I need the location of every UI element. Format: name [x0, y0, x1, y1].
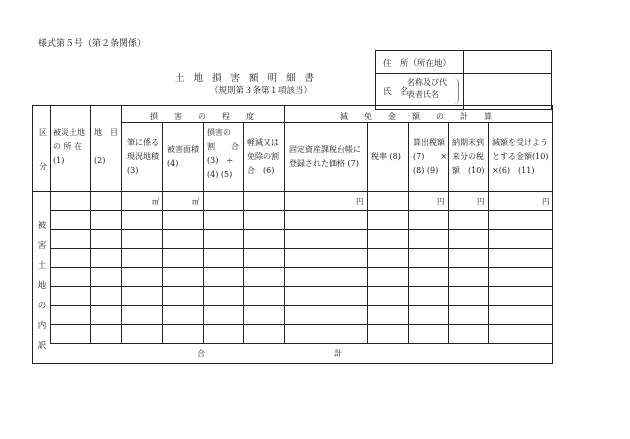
subcol-line-2 — [243, 122, 244, 343]
unit-sqm-4: ㎡ — [192, 197, 200, 206]
row-line-2 — [50, 248, 552, 249]
header-col3: 筆に係る 現況地積 (3) — [127, 138, 159, 175]
name-note — [407, 77, 447, 101]
header-col9: 算出税額 (7) × (8) (9) — [413, 138, 448, 175]
header-col10: 納期未到 来分の税 額 (10) — [452, 138, 485, 175]
subcol-line-4 — [367, 122, 368, 343]
col-line-1 — [90, 105, 91, 343]
subcol-line-5 — [408, 122, 409, 343]
row-line-5 — [50, 305, 552, 306]
header-col8: 税率 (8) — [371, 152, 401, 161]
header-col11: 減額を受けよう とする金額(10) ×(6) (11) — [492, 138, 549, 175]
col-line-2 — [121, 105, 122, 343]
header-col6: 軽減又は 免除の割 合 (6) — [247, 138, 279, 175]
total-label-1: 合 — [197, 349, 205, 358]
row-line-6 — [50, 324, 552, 325]
address-box — [375, 50, 552, 110]
unit-yen-10: 円 — [477, 197, 485, 206]
name-label: 氏 名 — [383, 87, 409, 97]
subcol-line-7 — [488, 122, 489, 343]
row-line-4 — [50, 286, 552, 287]
header-col7: 固定資産課税台帳に 登録された価格 (7) — [289, 145, 361, 168]
subcol-line-6 — [448, 122, 449, 343]
address-label: 住 所（所在地） — [383, 59, 452, 69]
unit-yen-11: 円 — [542, 197, 550, 206]
header-col1: 被災土地 の 所 在 (1) — [53, 128, 85, 165]
subcol-line-3 — [284, 122, 285, 343]
name-note-line2: 表者氏名 — [407, 90, 439, 99]
table-border-left — [32, 105, 33, 363]
page-title: 土地損害額明細書 — [175, 73, 324, 84]
name-note-line1: 名称及び代 — [407, 78, 447, 87]
row-line-0 — [50, 210, 552, 211]
header-col4: 被害面積 (4) — [167, 145, 199, 168]
page-subtitle: （規則第３条第１項該当） — [210, 86, 313, 96]
header-kubun-2: 分 — [39, 162, 47, 171]
subcol-line-1 — [203, 122, 204, 343]
unit-yen-9: 円 — [437, 197, 445, 206]
side-label: 被 害 土 地 の 内 訳 — [37, 221, 47, 351]
group-divider-line — [284, 105, 285, 122]
header-col2: 地 目 (2) — [94, 128, 118, 165]
header-col5: 損害の 割 合 (3) ÷ (4) (5) — [207, 128, 239, 179]
row-line-1 — [50, 229, 552, 230]
bracket-mark — [454, 78, 459, 104]
header-group-tax: 減 免 金 額 の 計 算 — [340, 112, 492, 121]
table-border-top — [32, 105, 553, 106]
total-label-2: 計 — [334, 349, 342, 358]
form-id: 様式第５号（第２条関係） — [38, 39, 147, 49]
unit-sqm-3: ㎡ — [152, 197, 160, 206]
unit-yen-7: 円 — [356, 197, 364, 206]
row-line-3 — [50, 267, 552, 268]
table-border-bottom — [32, 363, 553, 364]
subcol-line-0 — [162, 122, 163, 343]
header-kubun-1: 区 — [39, 128, 47, 137]
table-border-right — [552, 105, 553, 363]
header-group-damage: 損 害 の 程 度 — [150, 112, 254, 121]
col-line-0 — [50, 105, 51, 343]
header-bottom-line — [32, 191, 552, 192]
row-line-7 — [50, 343, 552, 344]
